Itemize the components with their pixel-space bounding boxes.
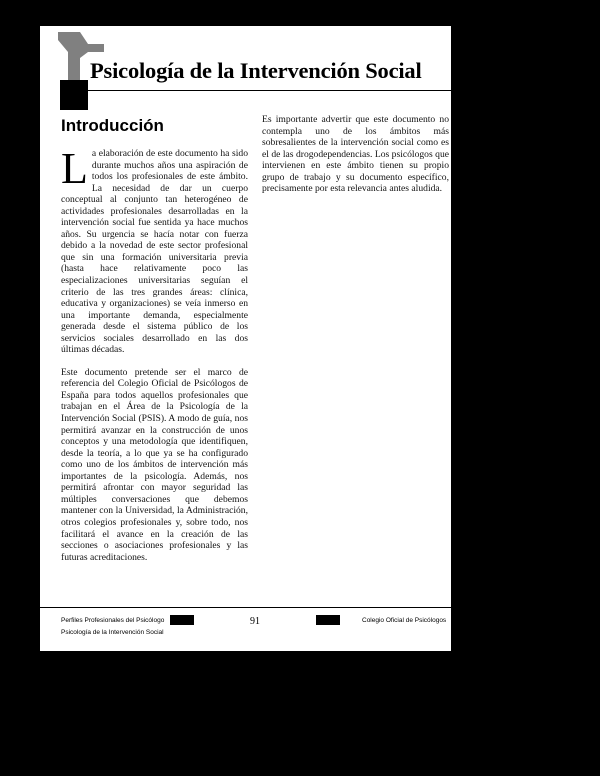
right-column: [262, 114, 449, 195]
paragraph-1-text: a elaboración de este documento ha sido durante muchos años una aspiración de todos los profesionales de este ámbito. La necesidad de dar un cuerpo conceptual al conjunto tan heterogéneo de actividades profesionales desarrolladas en la intervención social fue sentida ya hace muchos años. Su urgencia se hacía notar con fuerza debido a la novedad de este sector profesional que sin una formación universitaria previa (hasta hace relativamente poco las especializaciones universitarias seguían el criterio de las tres grandes áreas: clínica, educativa y organizaciones) se veía inmerso en una importante demanda, especialmente generada desde el sistema público de los servicios sociales desarrollado en las dos últimas décadas.: [61, 148, 248, 356]
paragraph-3: Es importante advertir que este documento no contempla uno de los ámbitos más sobresalientes de la intervención social como es el de las drogodependencias. Los psicólogos que intervienen en este ámbito tienen su propio grupo de trabajo y su documento específico, precisamente por esta relevancia antes aludida.: [262, 114, 449, 195]
footer-separator-right: [316, 615, 340, 625]
page-number: 91: [250, 616, 260, 627]
footer-separator-left: [170, 615, 194, 625]
section-heading: Introducción: [61, 116, 164, 135]
page-edge-decoration: [451, 26, 460, 651]
footer-publication-title: Perfiles Profesionales del Psicólogo: [61, 617, 165, 624]
title-accent-block: [60, 80, 88, 110]
footer-section-title: Psicología de la Intervención Social: [61, 629, 164, 636]
footer-rule: [40, 607, 451, 608]
footer-organization: Colegio Oficial de Psicólogos: [362, 617, 447, 624]
title-bar: [88, 58, 451, 91]
drop-cap: L: [61, 144, 88, 193]
paragraph-2: Este documento pretende ser el marco de referencia del Colegio Oficial de Psicólogos de España para todos aquellos profesionales que trabajan en el Área de la Psicología de la Intervención Social (PSIS). A modo de guía, nos permitirá avanzar en la construcción de unos conceptos y una metodología que identifiquen, desde la teoría, a lo que ya se ha configurado como uno de los ámbitos de intervención más importantes de la psicología. Además, nos permitirá afrontar con mayor seguridad las múltiples conversaciones que debemos mantener con la Universidad, la Administración, otros colegios profesionales y, sobre todo, nos facilitará el avance en la creación de las secciones o asociaciones profesionales y las futuras acreditaciones.: [61, 366, 248, 563]
paragraph-1: [61, 144, 248, 356]
footer-edge-decoration: [451, 607, 460, 647]
page-title: Psicología de la Intervención Social: [90, 58, 422, 83]
page-footer: [40, 607, 460, 647]
left-column: [61, 144, 248, 563]
